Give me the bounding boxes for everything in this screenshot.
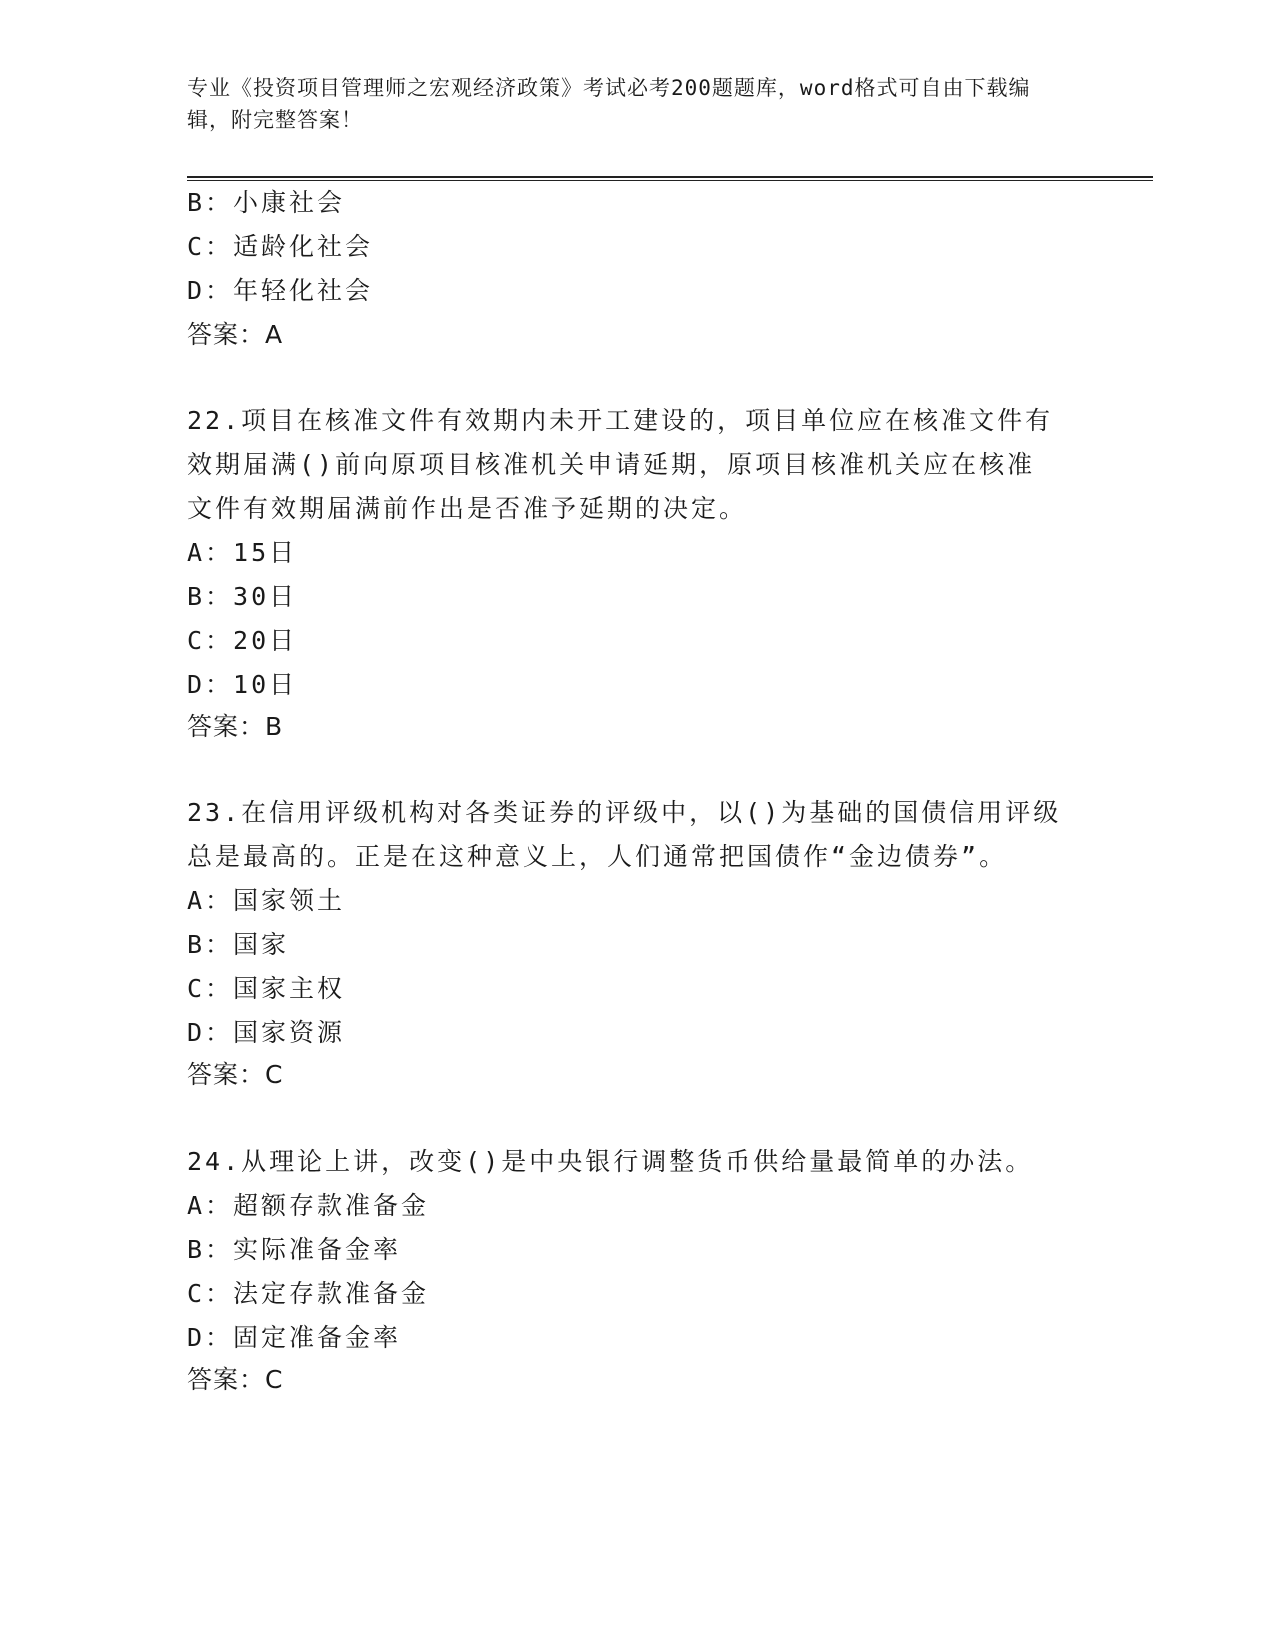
q22-option-b: B：30日 xyxy=(187,582,298,611)
divider-thin-line xyxy=(187,180,1153,181)
q22-option-c: C：20日 xyxy=(187,626,298,655)
q23-option-c: C：国家主权 xyxy=(187,974,346,1003)
q24-option-b: B：实际准备金率 xyxy=(187,1235,402,1264)
header-divider xyxy=(187,176,1153,182)
q24-option-a: A：超额存款准备金 xyxy=(187,1191,430,1220)
q24-option-c: C：法定存款准备金 xyxy=(187,1279,430,1308)
q23-answer: 答案：C xyxy=(187,1060,284,1089)
q23-option-a: A：国家领土 xyxy=(187,886,346,915)
q22-stem-line-1: 22.项目在核准文件有效期内未开工建设的，项目单位应在核准文件有 xyxy=(187,406,1054,435)
document-header: 专业《投资项目管理师之宏观经济政策》考试必考200题题库，word格式可自由下载编辑，附完整答案！ xyxy=(187,76,1031,132)
divider-thick-line xyxy=(187,176,1153,178)
q22-stem-line-2: 效期届满()前向原项目核准机关申请延期，原项目核准机关应在核准 xyxy=(187,450,1036,479)
q22-option-a: A：15日 xyxy=(187,538,298,567)
q23-stem-line-2: 总是最高的。正是在这种意义上，人们通常把国债作“金边债券”。 xyxy=(187,842,1008,871)
q23-option-d: D：国家资源 xyxy=(187,1018,346,1047)
q23-stem-line-1: 23.在信用评级机构对各类证券的评级中，以()为基础的国债信用评级 xyxy=(187,798,1062,827)
q24-stem-line-1: 24.从理论上讲，改变()是中央银行调整货币供给量最简单的办法。 xyxy=(187,1147,1034,1176)
q21-option-c: C：适龄化社会 xyxy=(187,232,374,261)
q22-stem-line-3: 文件有效期届满前作出是否准予延期的决定。 xyxy=(187,494,748,523)
q22-option-d: D：10日 xyxy=(187,670,298,699)
q21-option-b: B：小康社会 xyxy=(187,188,346,217)
q21-answer: 答案：A xyxy=(187,320,284,349)
q23-option-b: B：国家 xyxy=(187,930,290,959)
q24-option-d: D：固定准备金率 xyxy=(187,1323,402,1352)
q22-answer: 答案：B xyxy=(187,712,284,741)
q24-answer: 答案：C xyxy=(187,1365,284,1394)
q21-option-d: D：年轻化社会 xyxy=(187,276,374,305)
